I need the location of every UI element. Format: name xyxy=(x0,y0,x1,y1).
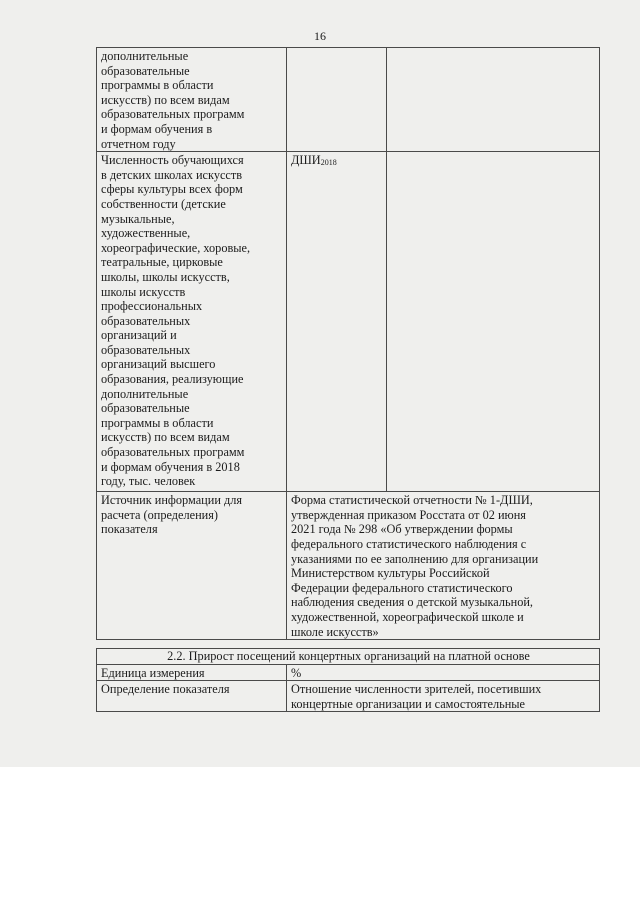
source-value-cell: Форма статистической отчетности № 1-ДШИ, утвержденная приказом Росстата от 02 июня 2021 года № 298 «Об утверждении формы федерального статистического наблюдения с указаниями по ее заполнению для организации Министерством культуры Российской Федерации федерального статистического наблюдения сведения о детской музыкальной, художественной, хореографической школе и школе искусств» xyxy=(287,492,600,640)
indicator-extra-cell xyxy=(387,152,600,492)
table-row xyxy=(97,152,600,492)
indicator-label-cell: дополнительные образовательные программы в области искусств) по всем видам образовательных программ и формам обучения в отчетном году xyxy=(97,48,287,152)
table-row xyxy=(97,664,600,681)
section-heading: 2.2. Прирост посещений концертных организаций на платной основе xyxy=(97,649,600,665)
indicator-table xyxy=(96,47,600,640)
source-label-cell: Источник информации для расчета (определения) показателя xyxy=(97,492,287,640)
table-row xyxy=(97,48,600,152)
table-heading-row xyxy=(97,649,600,665)
indicator-label-cell: Численность обучающихся в детских школах искусств сферы культуры всех форм собственности (детские музыкальные, художественные, хореографические, хоровые, театральные, цирковые школы, школы искусств, школы искусств профессиональных образовательных организаций и образовательных организаций высшего образования, реализующие дополнительные образовательные программы в области искусств) по всем видам образовательных программ и формам обучения в 2018 году, тыс. человек xyxy=(97,152,287,492)
indicator-symbol: ДШИ xyxy=(291,153,321,168)
indicator-2-2-table xyxy=(96,648,600,712)
indicator-symbol-cell xyxy=(287,152,387,492)
unit-label-cell: Единица измерения xyxy=(97,664,287,681)
definition-value-cell: Отношение численности зрителей, посетивших концертные организации и самостоятельные xyxy=(287,681,600,712)
indicator-extra-cell xyxy=(387,48,600,152)
page-number: 16 xyxy=(314,29,326,43)
indicator-symbol-subscript: 2018 xyxy=(320,158,337,168)
table-row xyxy=(97,492,600,640)
definition-label-cell: Определение показателя xyxy=(97,681,287,712)
unit-value-cell: % xyxy=(287,664,600,681)
indicator-value-cell xyxy=(287,48,387,152)
table-row xyxy=(97,681,600,712)
